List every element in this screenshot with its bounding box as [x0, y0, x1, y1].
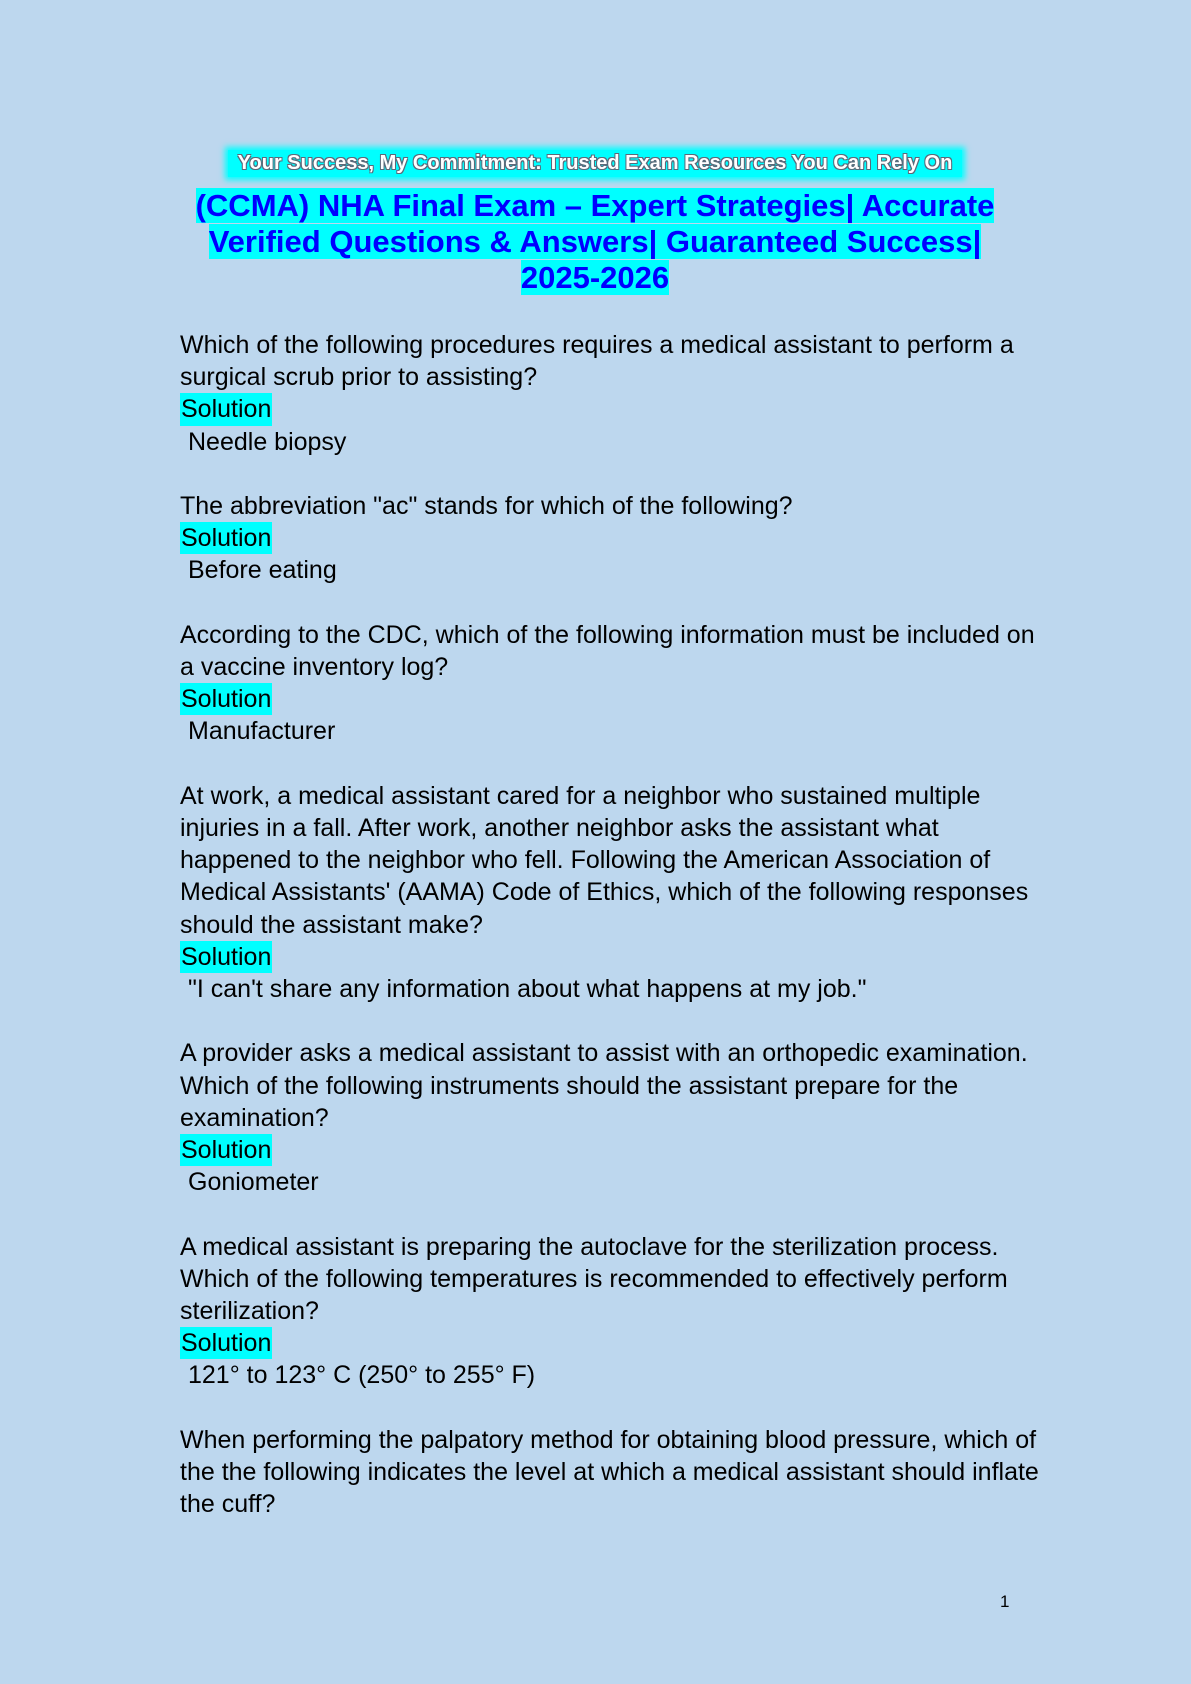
- qa-item-1: [180, 329, 1040, 458]
- question-text: A provider asks a medical assistant to assist with an orthopedic examination. Which of the following instruments should the assistant prepare for the examination?: [180, 1039, 1028, 1132]
- answer-text: Needle biopsy: [188, 427, 347, 456]
- solution-label: Solution: [180, 1327, 272, 1359]
- title-line-3: 2025-2026: [520, 260, 670, 295]
- question-text: A medical assistant is preparing the autoclave for the sterilization process. Which of the following temperatures is recommended to effectively perform sterilization?: [180, 1232, 1008, 1326]
- question-text: According to the CDC, which of the following information must be included on a vaccine inventory log?: [180, 620, 1035, 681]
- qa-list: [180, 329, 1040, 1553]
- tagline: Your Success, My Commitment: Trusted Exam Resources You Can Rely On: [228, 150, 963, 177]
- solution-label: Solution: [180, 683, 272, 715]
- qa-item-2: [180, 490, 1040, 587]
- qa-item-5: [180, 1037, 1040, 1198]
- solution-label: Solution: [180, 941, 272, 973]
- solution-label: Solution: [180, 1134, 272, 1166]
- document-title: [170, 188, 1020, 296]
- question-text: Which of the following procedures requires a medical assistant to perform a surgical scrub prior to assisting?: [180, 331, 1014, 392]
- title-line-2: Verified Questions & Answers| Guaranteed Success|: [208, 224, 982, 259]
- answer-text: "I can't share any information about what happens at my job.": [188, 975, 867, 1004]
- question-text: When performing the palpatory method for obtaining blood pressure, which of the the following indicates the level at which a medical assistant should inflate the cuff?: [180, 1425, 1039, 1519]
- tagline-container: [180, 150, 1010, 177]
- title-line-1: (CCMA) NHA Final Exam – Expert Strategies| Accurate: [195, 188, 995, 223]
- qa-item-3: [180, 619, 1040, 748]
- qa-item-6: [180, 1231, 1040, 1392]
- qa-item-7: [180, 1424, 1040, 1521]
- qa-item-4: [180, 780, 1040, 1005]
- question-text: The abbreviation "ac" stands for which of the following?: [180, 492, 793, 520]
- answer-text: Goniometer: [188, 1168, 319, 1197]
- answer-text: Before eating: [188, 556, 337, 585]
- page-number: 1: [1000, 1592, 1010, 1611]
- solution-label: Solution: [180, 393, 272, 425]
- answer-text: Manufacturer: [188, 717, 336, 746]
- answer-text: 121° to 123° C (250° to 255° F): [188, 1361, 536, 1390]
- solution-label: Solution: [180, 522, 272, 554]
- question-text: At work, a medical assistant cared for a neighbor who sustained multiple injuries in a fall. After work, another neighbor asks the assistant what happened to the neighbor who fell. Following the American Association of Medical Assistants' (AAMA) Code of Ethics, which of the following responses should the assistant make?: [180, 781, 1029, 939]
